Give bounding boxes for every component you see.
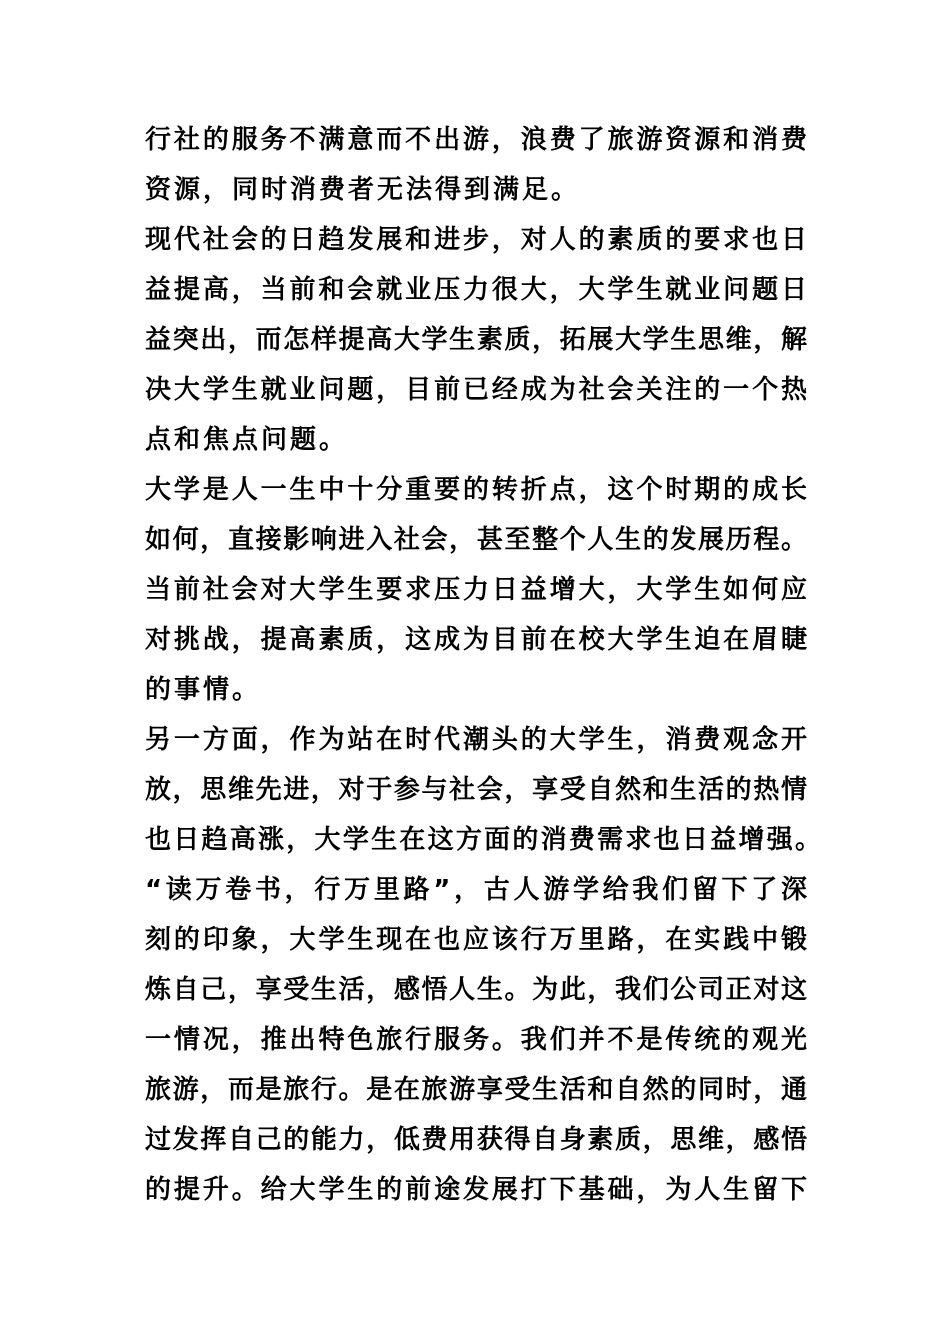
text-line: 当前社会对大学生要求压力日益增大，大学生如何应 — [145, 575, 807, 605]
text-line: 对挑战，提高素质，这成为目前在校大学生迫在眉睫 — [145, 625, 807, 655]
text-line: 另一方面，作为站在时代潮头的大学生，消费观念开 — [145, 725, 807, 755]
text-line: 点和焦点问题。 — [145, 425, 349, 455]
text-line: 旅游，而是旅行。是在旅游享受生活和自然的同时，通 — [145, 1075, 807, 1105]
text-line: 过发挥自己的能力，低费用获得自身素质，思维，感悟 — [145, 1125, 807, 1155]
document-body — [145, 118, 821, 1218]
text-line: 刻的印象，大学生现在也应该行万里路，在实践中锻 — [145, 925, 807, 955]
text-line: 的事情。 — [145, 675, 262, 705]
text-line: “读万卷书，行万里路”，古人游学给我们留下了深 — [145, 875, 807, 905]
text-line: 行社的服务不满意而不出游，浪费了旅游资源和消费 — [145, 125, 807, 155]
text-line: 也日趋高涨，大学生在这方面的消费需求也日益增强。 — [145, 825, 821, 855]
text-line: 现代社会的日趋发展和进步，对人的素质的要求也日 — [145, 225, 807, 255]
text-line: 炼自己，享受生活，感悟人生。为此，我们公司正对这 — [145, 975, 807, 1005]
text-line: 决大学生就业问题，目前已经成为社会关注的一个热 — [145, 375, 807, 405]
text-line: 放，思维先进，对于参与社会，享受自然和生活的热情 — [145, 775, 807, 805]
text-line: 资源，同时消费者无法得到满足。 — [145, 175, 581, 205]
text-line: 如何，直接影响进入社会，甚至整个人生的发展历程。 — [145, 525, 807, 555]
text-line: 的提升。给大学生的前途发展打下基础，为人生留下 — [145, 1175, 807, 1205]
text-line: 大学是人一生中十分重要的转折点，这个时期的成长 — [145, 475, 807, 505]
text-line: 益提高，当前和会就业压力很大，大学生就业问题日 — [145, 275, 807, 305]
text-line: 一情况，推出特色旅行服务。我们并不是传统的观光 — [145, 1025, 807, 1055]
text-line: 益突出，而怎样提高大学生素质，拓展大学生思维，解 — [145, 325, 807, 355]
